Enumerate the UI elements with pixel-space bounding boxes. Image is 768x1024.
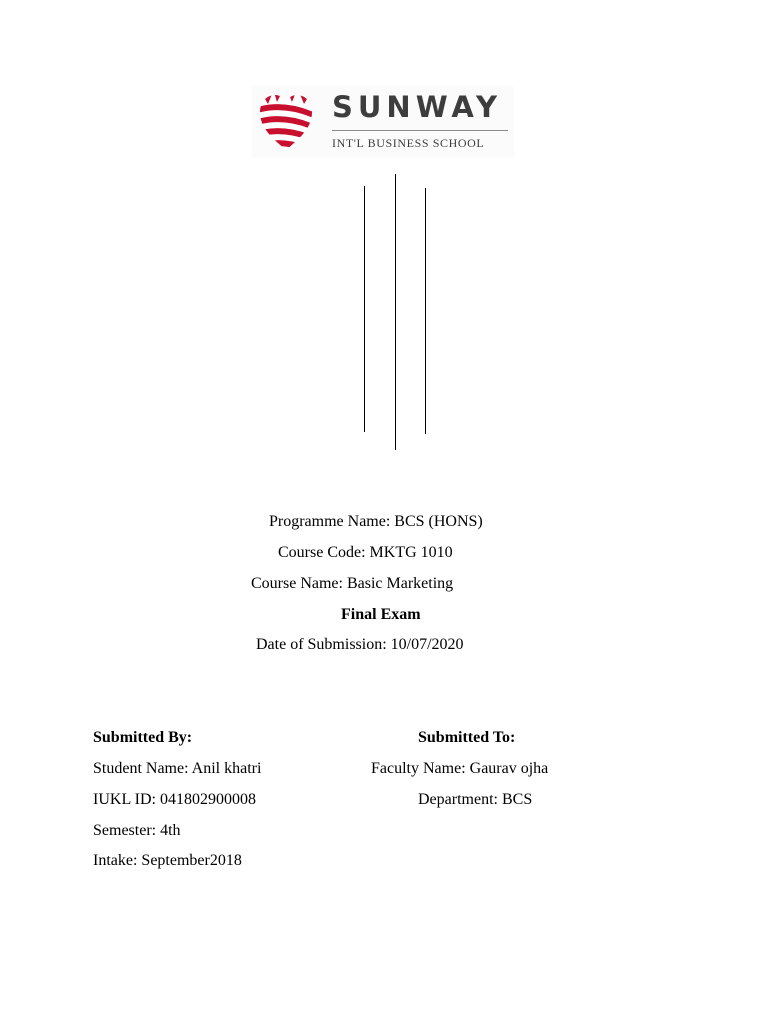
submitted-by-heading: Submitted By: [93, 729, 193, 746]
sunway-logo [252, 86, 514, 158]
course-code: Course Code: MKTG 1010 [278, 544, 453, 561]
department: Department: BCS [418, 791, 533, 808]
course-name: Course Name: Basic Marketing [251, 575, 454, 592]
student-name: Student Name: Anil khatri [93, 760, 262, 777]
exam-title: Final Exam [341, 606, 421, 623]
sunway-emblem-icon [258, 92, 314, 152]
logo-divider [332, 130, 508, 131]
decorative-line-left [364, 186, 365, 432]
semester: Semester: 4th [93, 822, 181, 839]
faculty-name: Faculty Name: Gaurav ojha [371, 760, 549, 777]
submission-date: Date of Submission: 10/07/2020 [256, 636, 464, 653]
logo-tagline: INT'L BUSINESS SCHOOL [332, 136, 485, 150]
decorative-line-center [395, 174, 396, 450]
logo-wordmark: SUNWAY [332, 90, 503, 124]
decorative-line-right [425, 188, 426, 434]
iukl-id: IUKL ID: 041802900008 [93, 791, 256, 808]
intake: Intake: September2018 [93, 852, 242, 869]
submitted-to-heading: Submitted To: [418, 729, 516, 746]
programme-name: Programme Name: BCS (HONS) [269, 513, 483, 530]
